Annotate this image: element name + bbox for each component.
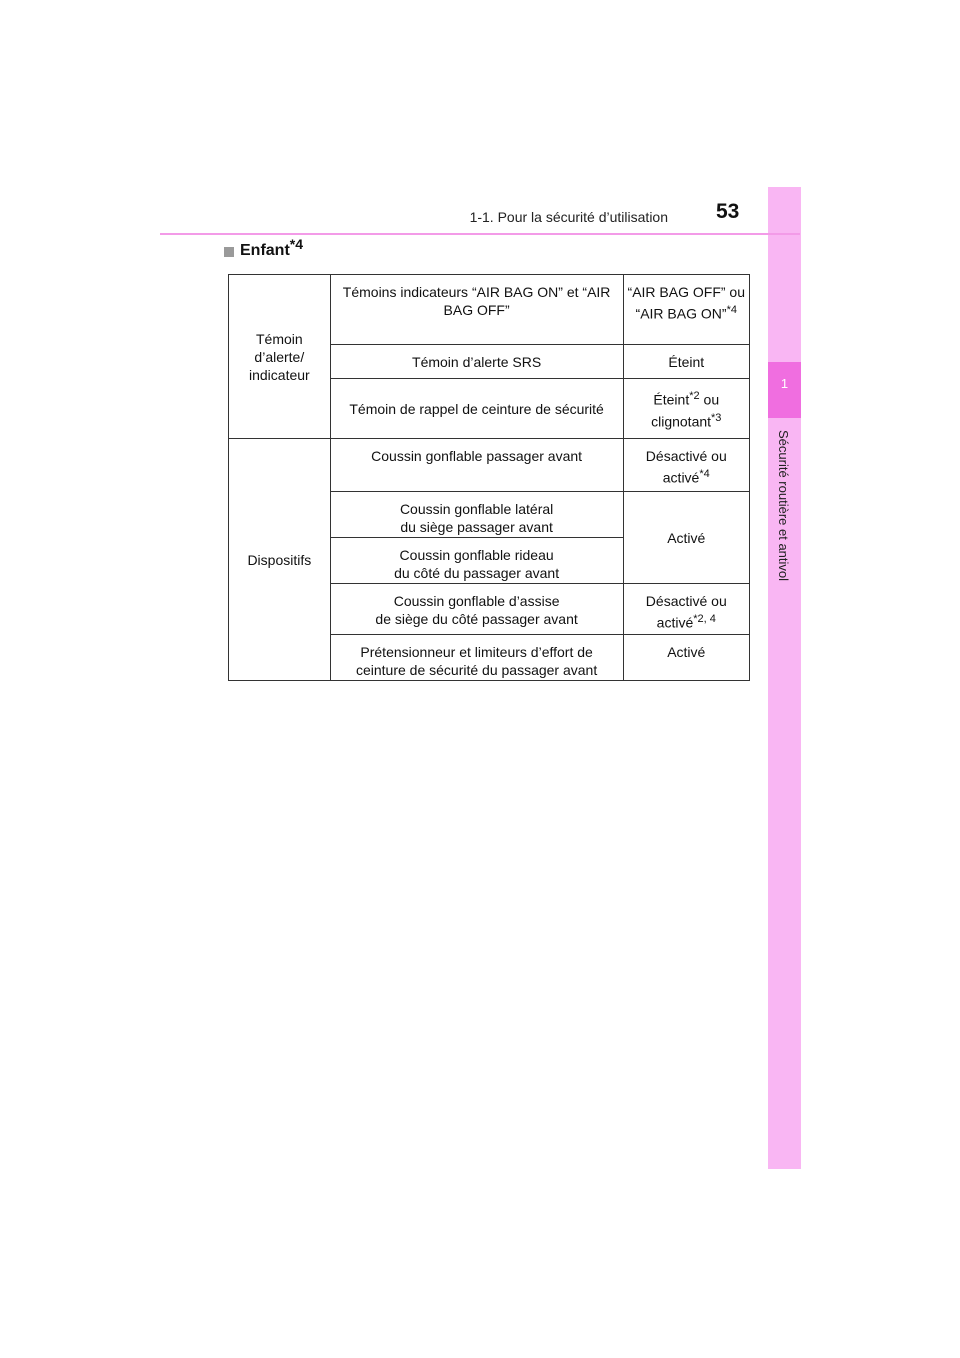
table-cell-item: Témoin de rappel de ceinture de sécurité	[330, 379, 623, 439]
status-note: *2, 4	[693, 613, 716, 625]
status-text: ou	[703, 391, 720, 408]
item-text: du siège passager avant	[400, 519, 553, 535]
table-cell-status	[623, 379, 749, 439]
table-cell-status	[623, 439, 749, 492]
item-text: ceinture de sécurité du passager avant	[355, 662, 598, 678]
section-heading	[224, 236, 304, 260]
chapter-side-tab	[768, 187, 801, 1169]
status-table	[228, 274, 750, 681]
table-cell-item	[330, 538, 623, 584]
table-cell-item: Témoins indicateurs “AIR BAG ON” et “AIR BAG OFF”	[330, 275, 623, 345]
item-text: de siège du côté passager avant	[375, 611, 578, 627]
table-cell-status: Éteint	[623, 345, 749, 379]
status-text: activé	[656, 614, 694, 631]
section-title: 1-1. Pour la sécurité d’utilisation	[469, 209, 668, 225]
status-text: clignotant	[651, 413, 712, 430]
status-text: Éteint	[653, 391, 690, 408]
chapter-number-tab[interactable]: 1	[768, 362, 801, 418]
table-cell-status	[623, 275, 749, 345]
status-text: Désactivé ou	[645, 448, 727, 464]
table-cell-item	[330, 492, 623, 538]
table-cell-item: Coussin gonflable passager avant	[330, 439, 623, 492]
status-text: “AIR BAG OFF” ou “AIR BAG ON”	[627, 284, 745, 322]
status-text: activé	[662, 469, 700, 486]
status-text: Désactivé ou	[645, 593, 727, 609]
item-text: Coussin gonflable latéral	[399, 501, 554, 517]
status-note: *2	[689, 390, 700, 402]
status-note: *3	[711, 411, 722, 424]
table-cell-item: Témoin d’alerte SRS	[330, 345, 623, 379]
section-heading-text: Enfant	[240, 242, 290, 259]
square-bullet-icon	[224, 247, 234, 257]
table-cell-status	[623, 584, 749, 635]
table-row	[229, 275, 750, 345]
chapter-label-text: Sécurité routière et antivol	[776, 430, 791, 582]
status-note: *4	[726, 304, 737, 316]
table-cell-item	[330, 635, 623, 681]
section-heading-note: *4	[289, 236, 304, 252]
header-rule	[160, 233, 800, 235]
item-text: Coussin gonflable d’assise	[393, 593, 560, 609]
status-note: *4	[699, 468, 710, 480]
item-text: Coussin gonflable rideau	[399, 547, 554, 563]
table-row	[229, 439, 750, 492]
table-cell-status: Activé	[623, 635, 749, 681]
group-label-devices: Dispositifs	[229, 439, 331, 681]
item-text: Prétensionneur et limiteurs d’effort de	[360, 644, 593, 660]
item-text: du côté du passager avant	[394, 565, 560, 581]
group-label-warning: Témoin d’alerte/ indicateur	[229, 275, 331, 439]
table-cell-item	[330, 584, 623, 635]
page-number: 53	[716, 200, 740, 223]
table-cell-status: Activé	[623, 492, 749, 584]
